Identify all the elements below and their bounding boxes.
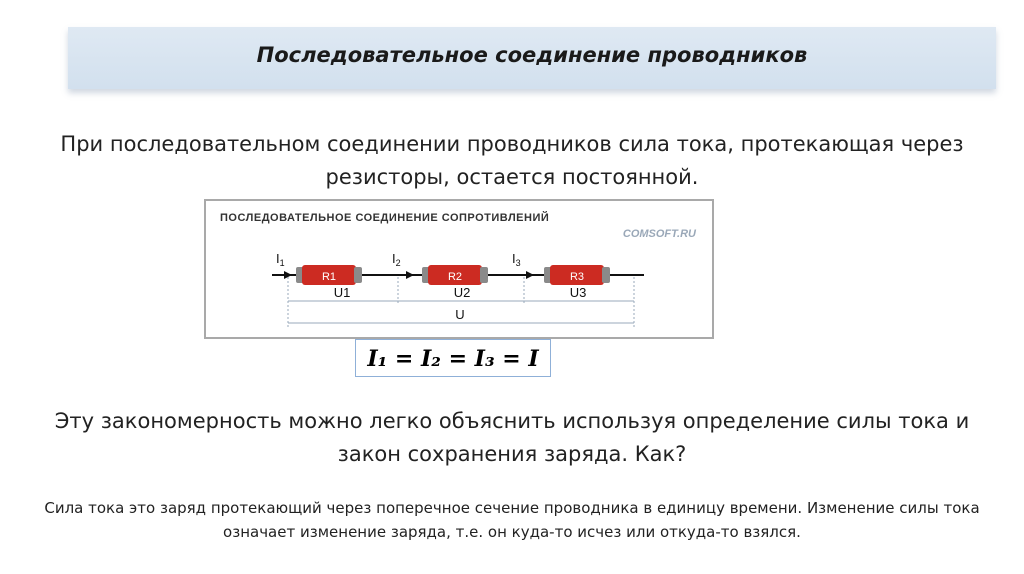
explanation-paragraph: Сила тока это заряд протекающий через поперечное сечение проводника в единицу времени. Изменение силы тока означает изменение заряда, т.е. он куда-то исчез или откуда-то взялся. [44, 499, 980, 541]
diagram-watermark: COMSOFT.RU [622, 228, 696, 240]
resistor-r3-label: R3 [569, 271, 585, 283]
resistor-r2-cap-right [480, 267, 488, 283]
circuit-svg [206, 201, 712, 337]
resistor-r2 [422, 265, 488, 285]
arrow-i3 [526, 271, 534, 279]
arrow-i1 [280, 271, 292, 279]
current-label-i3: $I_3$ [512, 251, 521, 268]
voltage-label-u2: U2 [453, 285, 471, 300]
current-equality-formula: I₁ = I₂ = I₃ = I [367, 346, 539, 372]
voltage-label-total: U [455, 307, 465, 322]
resistor-r1-label: R1 [321, 271, 337, 283]
current-label-i2: $I_2$ [392, 251, 401, 268]
resistor-r3-cap-right [602, 267, 610, 283]
slide-title: Последовательное соединение проводников [256, 43, 808, 67]
arrow-i3-head [526, 271, 534, 279]
circuit-diagram [204, 199, 714, 339]
arrow-i2-head [406, 271, 414, 279]
voltage-label-u1: U1 [333, 285, 351, 300]
title-banner [68, 27, 996, 89]
formula-box [355, 339, 551, 377]
resistor-r1-cap-right [354, 267, 362, 283]
resistor-r2-label: R2 [447, 271, 463, 283]
current-label-i1: $I_1$ [276, 251, 285, 268]
intro-paragraph: При последовательном соединении проводников сила тока, протекающая через резисторы, остается постоянной. [60, 132, 964, 189]
resistor-r1 [296, 265, 362, 285]
question-paragraph: Эту закономерность можно легко объяснить используя определение силы тока и закон сохранения заряда. Как? [54, 409, 970, 466]
voltage-label-u3: U3 [569, 285, 587, 300]
arrow-i2 [406, 271, 414, 279]
diagram-title: ПОСЛЕДОВАТЕЛЬНОЕ СОЕДИНЕНИЕ СОПРОТИВЛЕНИЙ [220, 212, 550, 224]
resistor-r3 [544, 265, 610, 285]
